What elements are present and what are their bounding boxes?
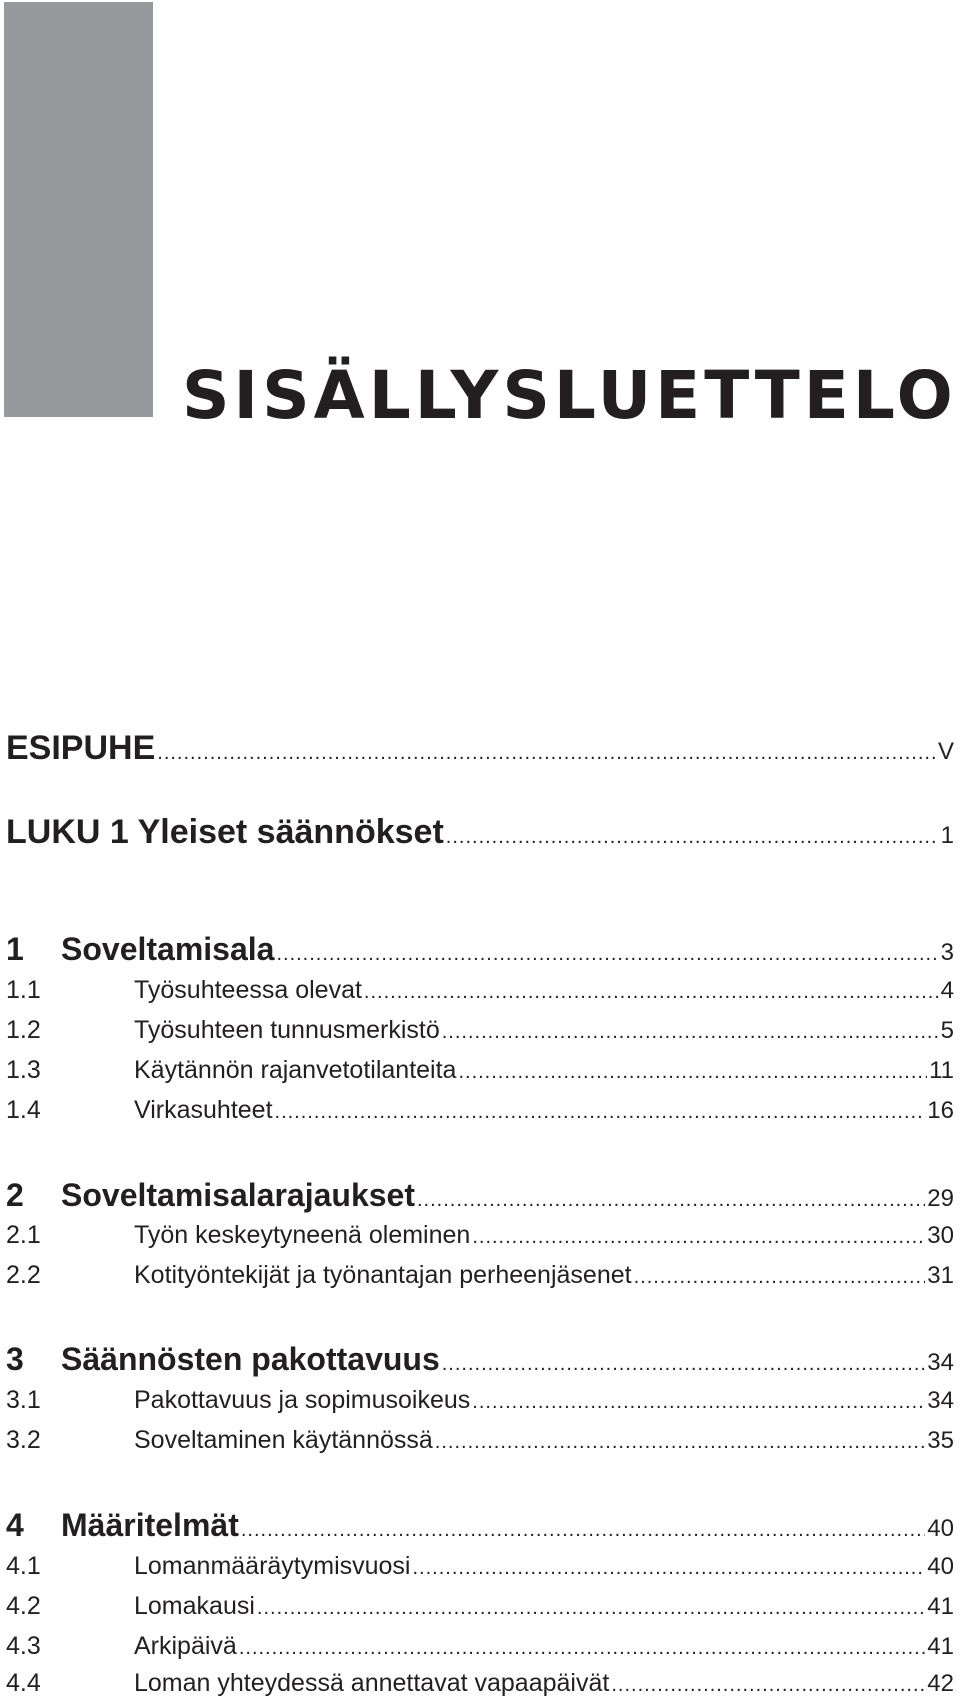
toc-entry-page: 34 bbox=[927, 1387, 954, 1414]
toc-entry-page: 40 bbox=[927, 1515, 954, 1542]
toc-entry-2-2[interactable] bbox=[6, 1258, 954, 1294]
toc-entry-label: Soveltamisalarajaukset bbox=[61, 1177, 415, 1213]
toc-entry-1-2[interactable] bbox=[6, 1013, 954, 1049]
toc-entry-number: 1 bbox=[6, 931, 24, 967]
toc-entry-label: Soveltamisala bbox=[61, 931, 275, 967]
dot-leader bbox=[435, 1425, 926, 1459]
dot-leader bbox=[239, 1631, 925, 1665]
toc-entry-page: 34 bbox=[927, 1349, 954, 1376]
toc-entry-number: 4.1 bbox=[6, 1552, 41, 1580]
dot-leader bbox=[157, 733, 936, 773]
toc-entry-label: Kotityöntekijät ja työnantajan perheenjäsenet bbox=[134, 1261, 632, 1289]
toc-entry-label: Pakottavuus ja sopimusoikeus bbox=[134, 1386, 471, 1414]
toc-entry-page: 29 bbox=[927, 1185, 954, 1212]
toc-entry-number: 3.1 bbox=[6, 1386, 41, 1414]
toc-entry-label: LUKU 1 Yleiset säännökset bbox=[6, 813, 444, 851]
toc-entry-number: 1.2 bbox=[6, 1016, 41, 1044]
toc-entry-3-2[interactable] bbox=[6, 1423, 954, 1459]
toc-entry-number: 3.2 bbox=[6, 1426, 41, 1454]
dot-leader bbox=[276, 934, 938, 974]
toc-entry-chapter-1[interactable] bbox=[6, 929, 954, 974]
page-title: SISÄLLYSLUETTELO bbox=[182, 357, 957, 434]
toc-entry-number: 4 bbox=[6, 1507, 24, 1543]
toc-entry-page: 3 bbox=[940, 939, 954, 966]
toc-entry-label: Lomanmääräytymisvuosi bbox=[134, 1552, 411, 1580]
toc-entry-esipuhe[interactable] bbox=[6, 728, 954, 773]
toc-entry-page: 42 bbox=[927, 1670, 954, 1697]
toc-entry-4-2[interactable] bbox=[6, 1589, 954, 1625]
dot-leader bbox=[634, 1260, 926, 1294]
toc-entry-number: 4.3 bbox=[6, 1632, 41, 1660]
toc-entry-page: 30 bbox=[927, 1222, 954, 1249]
toc-entry-label: Käytännön rajanvetotilanteita bbox=[134, 1056, 457, 1084]
toc-entry-4-3[interactable] bbox=[6, 1629, 954, 1665]
toc-entry-page: 31 bbox=[927, 1262, 954, 1289]
toc-entry-label: Loman yhteydessä annettavat vapaapäivät bbox=[134, 1669, 610, 1697]
dot-leader bbox=[458, 1055, 927, 1089]
toc-entry-3-1[interactable] bbox=[6, 1383, 954, 1419]
toc-entry-page: 35 bbox=[927, 1427, 954, 1454]
toc-entry-label: Soveltaminen käytännössä bbox=[134, 1426, 433, 1454]
toc-entry-label: ESIPUHE bbox=[6, 729, 156, 767]
toc-entry-page: 1 bbox=[940, 822, 954, 849]
toc-entry-number: 4.4 bbox=[6, 1669, 41, 1697]
toc-entry-number: 2 bbox=[6, 1177, 24, 1213]
toc-entry-label: Työsuhteen tunnusmerkistö bbox=[134, 1016, 440, 1044]
toc-entry-number: 1.3 bbox=[6, 1056, 41, 1084]
dot-leader bbox=[417, 1180, 925, 1220]
toc-entry-1-1[interactable] bbox=[6, 973, 954, 1009]
toc-entry-number: 4.2 bbox=[6, 1592, 41, 1620]
toc-entry-page: 41 bbox=[927, 1593, 954, 1620]
toc-entry-4-4[interactable] bbox=[6, 1666, 954, 1702]
dot-leader bbox=[241, 1510, 925, 1550]
toc-entry-label: Virkasuhteet bbox=[134, 1096, 273, 1124]
toc-entry-label: Säännösten pakottavuus bbox=[61, 1341, 440, 1377]
toc-entry-4-1[interactable] bbox=[6, 1549, 954, 1585]
toc-entry-page: 16 bbox=[927, 1097, 954, 1124]
toc-entry-page: 40 bbox=[927, 1553, 954, 1580]
toc-entry-1-4[interactable] bbox=[6, 1093, 954, 1129]
toc-entry-number: 2.1 bbox=[6, 1221, 41, 1249]
toc-entry-label: Arkipäivä bbox=[134, 1632, 237, 1660]
toc-entry-page: 11 bbox=[929, 1057, 954, 1084]
toc-entry-2-1[interactable] bbox=[6, 1218, 954, 1254]
dot-leader bbox=[442, 1344, 926, 1384]
toc-entry-label: Määritelmät bbox=[61, 1507, 239, 1543]
toc-entry-chapter-2[interactable] bbox=[6, 1175, 954, 1220]
toc-entry-chapter-3[interactable] bbox=[6, 1339, 954, 1384]
dot-leader bbox=[275, 1095, 926, 1129]
toc-entry-number: 1.1 bbox=[6, 976, 41, 1004]
toc-entry-page: V bbox=[937, 738, 954, 765]
toc-entry-label: Lomakausi bbox=[134, 1592, 255, 1620]
toc-entry-luku1[interactable] bbox=[6, 812, 954, 857]
toc-entry-1-3[interactable] bbox=[6, 1053, 954, 1089]
dot-leader bbox=[413, 1551, 926, 1585]
dot-leader bbox=[446, 817, 939, 857]
toc-entry-page: 4 bbox=[940, 977, 954, 1004]
dot-leader bbox=[472, 1385, 925, 1419]
toc-entry-chapter-4[interactable] bbox=[6, 1505, 954, 1550]
dot-leader bbox=[364, 975, 939, 1009]
toc-entry-number: 3 bbox=[6, 1341, 24, 1377]
dot-leader bbox=[442, 1015, 939, 1049]
toc-entry-page: 41 bbox=[927, 1633, 954, 1660]
toc-entry-number: 2.2 bbox=[6, 1261, 41, 1289]
toc-entry-page: 5 bbox=[940, 1017, 954, 1044]
dot-leader bbox=[257, 1591, 925, 1625]
dot-leader bbox=[472, 1220, 925, 1254]
toc-entry-label: Työn keskeytyneenä oleminen bbox=[134, 1221, 471, 1249]
toc-entry-label: Työsuhteessa olevat bbox=[134, 976, 362, 1004]
toc-entry-number: 1.4 bbox=[6, 1096, 41, 1124]
dot-leader bbox=[611, 1668, 925, 1702]
